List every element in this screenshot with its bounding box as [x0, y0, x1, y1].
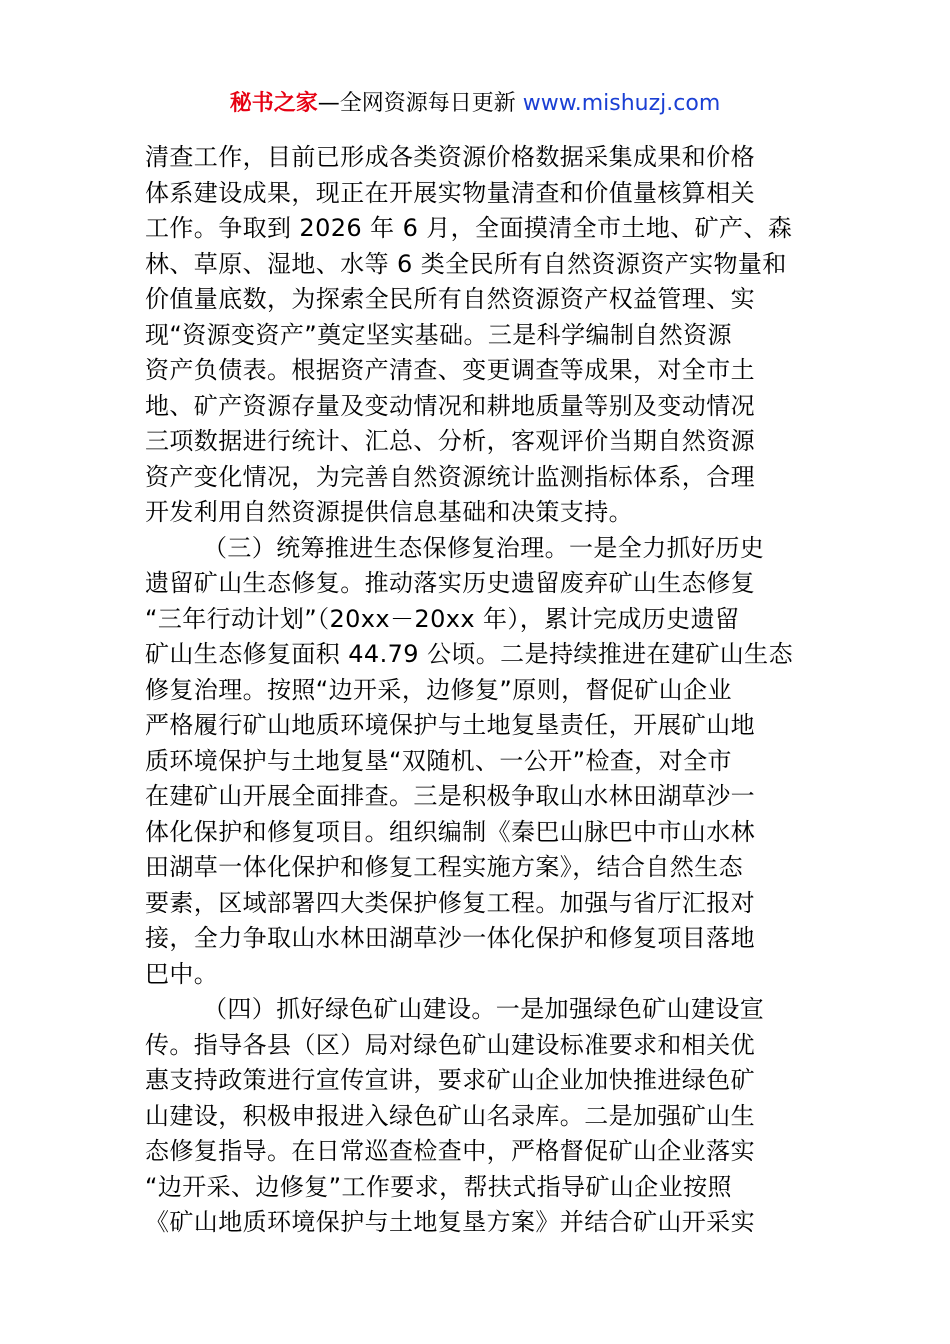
text-line: 矿山生态修复面积 44.79 公顷。二是持续推进在建矿山生态	[145, 640, 793, 668]
text-line: 修复治理。按照“边开采，边修复”原则，督促矿山企业	[145, 675, 732, 704]
section-heading-line: （三）统筹推进生态保修复治理。一是全力抓好历史	[203, 533, 765, 562]
section-heading-line: （四）抓好绿色矿山建设。一是加强绿色矿山建设宣	[203, 995, 765, 1023]
text-line: 《矿山地质环境保护与土地复垦方案》并结合矿山开采实	[145, 1208, 755, 1236]
text-line: 体化保护和修复项目。组织编制《秦巴山脉巴中市山水林	[145, 817, 755, 846]
text-line: 遗留矿山生态修复。推动落实历史遗留废弃矿山生态修复	[145, 569, 755, 597]
text-line: 惠支持政策进行宣传宣讲，要求矿山企业加快推进绿色矿	[145, 1066, 755, 1094]
site-brand: 秘书之家	[229, 91, 318, 116]
text-line: “边开采、边修复”工作要求，帮扶式指导矿山企业按照	[145, 1172, 732, 1201]
text-line: 在建矿山开展全面排查。三是积极争取山水林田湖草沙一	[145, 782, 755, 810]
text-line: “三年行动计划”（20xx－20xx 年），累计完成历史遗留	[145, 604, 740, 633]
text-line: 工作。争取到 2026 年 6 月，全面摸清全市土地、矿产、森	[145, 214, 793, 242]
text-line: 接，全力争取山水林田湖草沙一体化保护和修复项目落地	[145, 924, 755, 952]
text-line: 巴中。	[145, 959, 219, 988]
site-url[interactable]: www.mishuzj.com	[522, 91, 721, 116]
text-line: 地、矿产资源存量及变动情况和耕地质量等别及变动情况	[145, 391, 755, 420]
text-line: 传。指导各县（区）局对绿色矿山建设标准要求和相关优	[145, 1030, 755, 1059]
text-line: 田湖草一体化保护和修复工程实施方案》，结合自然生态	[145, 853, 743, 881]
text-line: 要素，区域部署四大类保护修复工程。加强与省厅汇报对	[145, 888, 755, 917]
text-line: 现“资源变资产”奠定坚实基础。三是科学编制自然资源	[145, 320, 732, 349]
text-line: 三项数据进行统计、汇总、分析，客观评价当期自然资源	[145, 427, 755, 455]
text-line: 价值量底数，为探索全民所有自然资源资产权益管理、实	[145, 285, 755, 313]
site-tagline: —全网资源每日更新	[317, 91, 516, 116]
text-line: 清查工作，目前已形成各类资源价格数据采集成果和价格	[145, 143, 755, 171]
text-line: 严格履行矿山地质环境保护与土地复垦责任，开展矿山地	[145, 711, 755, 739]
text-line: 林、草原、湿地、水等 6 类全民所有自然资源资产实物量和	[145, 249, 787, 278]
text-line: 山建设，积极申报进入绿色矿山名录库。二是加强矿山生	[145, 1101, 755, 1130]
text-line: 态修复指导。在日常巡查检查中，严格督促矿山企业落实	[145, 1137, 755, 1165]
text-line: 体系建设成果，现正在开展实物量清查和价值量核算相关	[145, 178, 755, 207]
text-line: 资产负债表。根据资产清查、变更调查等成果，对全市土	[145, 356, 755, 384]
watermark-header	[0, 88, 950, 120]
text-line: 资产变化情况，为完善自然资源统计监测指标体系，合理	[145, 462, 755, 491]
document-body	[145, 140, 808, 1241]
text-line: 开发利用自然资源提供信息基础和决策支持。	[145, 498, 633, 526]
text-line: 质环境保护与土地复垦“双随机、一公开”检查，对全市	[145, 746, 732, 775]
